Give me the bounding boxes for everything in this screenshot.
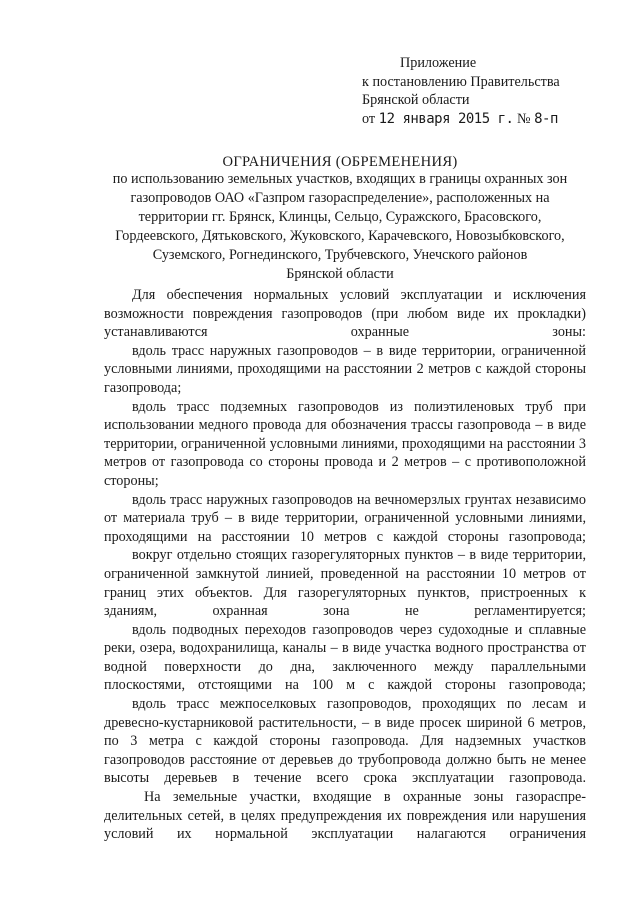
body-paragraph: Для обеспечения нормальных условий эксплуатации и исключения возможности повреждения газопроводов (при любом виде их прокладки) устанавливаются охранные зоны:: [104, 287, 586, 341]
subtitle-line: Гордеевского, Дятьковского, Жуковского, Карачевского, Новозыбковского,: [115, 228, 565, 245]
body-paragraph: вдоль трасс межпоселковых газопроводов, проходящих по лесам и древесно-кустарниковой растительности, – в виде просек шириной 6 метров, по 3 метра с каждой стороны газопровода. Для надземных участков газопроводов расстояние от деревьев до трубопровода должно быть не менее высоты деревьев в течение всего срока эксплуатации газопровода.: [104, 696, 586, 787]
document-body: [104, 286, 586, 844]
body-paragraph: вдоль трасс наружных газопроводов – в виде территории, ограниченной условными линиями, проходящими на расстоянии 2 метров с каждой стороны газопровода;: [104, 342, 586, 396]
number-prefix: №: [517, 110, 531, 127]
resolution-date: 12 января 2015 г.: [378, 110, 514, 127]
body-paragraph: На земельные участки, входящие в охранные зоны газораспре-делительных сетей, в целях предупреждения их повреждения или нарушения условий их нормальной эксплуатации налагаются ограничения: [104, 789, 586, 843]
body-paragraph: вокруг отдельно стоящих газорегуляторных пунктов – в виде территории, ограниченной замкнутой линией, проведенной на расстоянии 10 метров от границ этих объектов. Для газорегуляторных пунктов, пристроенных к зданиям, охранная зона не регламентируется;: [104, 547, 586, 620]
appendix-label: Приложение: [400, 55, 477, 71]
body-paragraph: вдоль трасс наружных газопроводов на вечномерзлых грунтах независимо от материала труб – в виде территории, ограниченной условными линиями, проходящими на расстоянии 10 метров с каждой стороны газопровода;: [104, 491, 586, 545]
subtitle-line: Брянской области: [286, 266, 394, 283]
date-prefix: от: [362, 110, 376, 127]
subtitle-line: по использованию земельных участков, входящих в границы охранных зон: [112, 171, 568, 187]
resolution-number: 8-п: [534, 110, 558, 127]
appendix-date-line: [362, 110, 624, 129]
appendix-block: [362, 54, 624, 128]
appendix-resolution: к постановлению Правительства: [362, 73, 560, 90]
body-paragraph: вдоль подводных переходов газопроводов через судоходные и сплавные реки, озера, водохранилища, каналы – в виде участка водного пространства от водной поверхности до дна, заключенного между параллельными плоскостями, отстоящими на 100 м с каждой стороны газопровода;: [104, 621, 586, 694]
subtitle-line: газопроводов ОАО «Газпром газораспределение», расположенных на: [130, 190, 550, 207]
body-paragraph: вдоль трасс подземных газопроводов из полиэтиленовых труб при использовании медного провода для обозначения трассы газопровода – в виде территории, ограниченной условными линиями, проходящими на расстоянии 3 метров от газопровода со стороны провода и 2 метров – с противоположной стороны;: [104, 398, 586, 489]
appendix-region: Брянской области: [362, 92, 470, 108]
document-title: ОГРАНИЧЕНИЯ (ОБРЕМЕНЕНИЯ): [222, 154, 458, 170]
subtitle-line: Суземского, Рогнединского, Трубчевского, Унечского районов: [152, 247, 528, 264]
subtitle-line: территории гг. Брянск, Клинцы, Сельцо, Суражского, Брасовского,: [138, 209, 542, 226]
document-subtitle: [100, 170, 580, 285]
